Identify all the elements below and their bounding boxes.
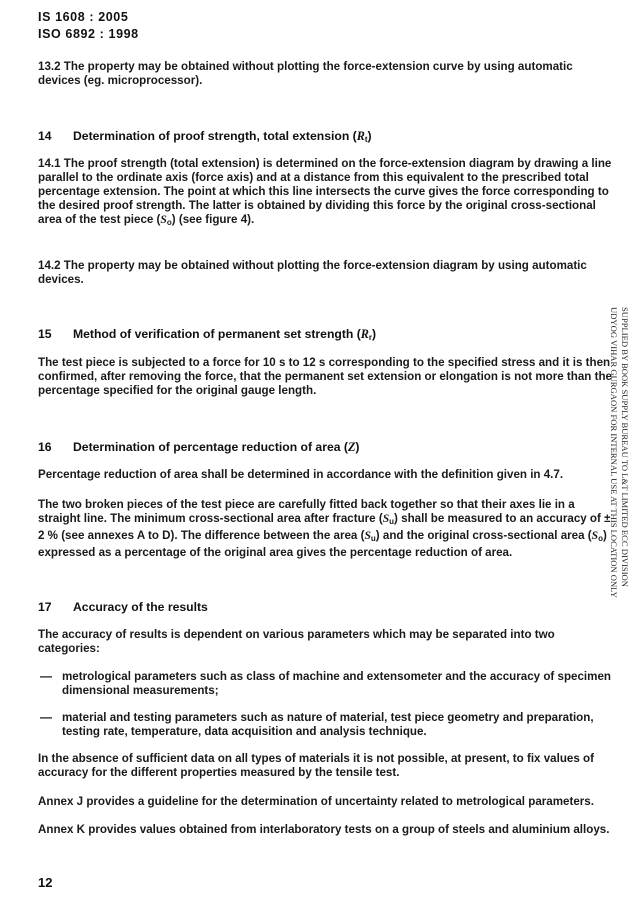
heading-16: 16 Determination of percentage reduction of area (Z) — [38, 440, 360, 454]
section-number: 17 — [38, 600, 52, 614]
clause-number: 13.2 — [38, 60, 61, 73]
heading-15: 15 Method of verification of permanent set strength $(R_r)$ — [38, 327, 377, 342]
clause-text: The property may be obtained without plotting the force-extension diagram by using automatic devices. — [38, 259, 587, 286]
clause-16-text-b: The two broken pieces of the test piece are carefully fitted back together so that their axes lie in a straight line. The minimum cross-sectional area after fracture $(S_u)$ shall be measured to an accuracy of ± 2 % (see annexes A to D). The difference between the area $(S_u)$ and the original cross-sectional area $(S_o)$ expressed as a percentage of the original area gives the percentage reduction of area. — [38, 498, 611, 559]
clause-14-1: 14.1 The proof strength (total extension) is determined on the force-extension diagram by drawing a line parallel to the ordinate axis (force axis) and at a distance from this equivalent to the prescribed total percentage extension. The point at which this line intersects the curve gives the force corresponding to the desired proof strength. The latter is obtained by dividing this force by the original cross-sectional area of the test piece $(S_o)$ (see figure 4). — [38, 157, 612, 227]
clause-text: The property may be obtained without plotting the force-extension curve by using automatic devices (eg. microprocessor). — [38, 60, 573, 87]
section-number: 15 — [38, 327, 52, 341]
clause-17-absence: In the absence of sufficient data on all types of materials it is not possible, at present, to fix values of accuracy for the different properties measured by the tensile test. — [38, 752, 594, 779]
clause-15-text: The test piece is subjected to a force for 10 s to 12 s corresponding to the specified stress and it is then confirmed, after removing the force, that the permanent set extension or elongation is not more than the percentage specified for the original gauge length. — [38, 356, 612, 397]
section-title: Method of verification of permanent set strength ( — [73, 327, 361, 341]
clause-16-text-a: Percentage reduction of area shall be determined in accordance with the definition given in 4.7. — [38, 468, 564, 481]
symbol: R — [360, 327, 369, 341]
section-title: Determination of proof strength, total extension ( — [73, 129, 357, 143]
section-number: 14 — [38, 129, 52, 143]
clause-number: 14.2 — [38, 259, 61, 272]
bullet-dash: — — [40, 669, 52, 683]
clause-17-intro: The accuracy of results is dependent on various parameters which may be separated into two categories: — [38, 628, 555, 655]
heading-14: 14 Determination of proof strength, total extension $(R_t)$ — [38, 129, 372, 144]
subscript: r — [368, 333, 373, 342]
clause-17-annex-j: Annex J provides a guideline for the determination of uncertainty related to metrological parameters. — [38, 795, 594, 808]
clause-14-2 — [38, 259, 614, 287]
bullet-dash: — — [40, 710, 52, 724]
list-item: metrological parameters such as class of machine and extensometer and the accuracy of specimen dimensional measurements; — [62, 670, 611, 697]
section-title: Determination of percentage reduction of area ( — [73, 440, 348, 454]
clause-13-2 — [38, 60, 614, 88]
supply-watermark: SUPPLIED BY BOOK SUPPLY BUREAU TO L&T LIMITED ECC DIVISION UDYOG VIHAR GURGAON FOR INTERNAL USE AT THIS LOCATION ONLY — [609, 307, 630, 598]
clause-number: 14.1 — [38, 157, 61, 170]
symbol: R — [356, 129, 365, 143]
clause-17-annex-k: Annex K provides values obtained from interlaboratory tests on a group of steels and aluminium alloys. — [38, 823, 610, 836]
list-item: material and testing parameters such as nature of material, test piece geometry and preparation, testing rate, temperature, data acquisition and analysis technique. — [62, 711, 594, 738]
symbol: Z — [347, 440, 356, 454]
subscript: t — [364, 135, 368, 144]
symbol: S — [160, 213, 167, 226]
iso-number: ISO 6892 : 1998 — [38, 27, 139, 41]
heading-17 — [38, 600, 208, 614]
section-number: 16 — [38, 440, 52, 454]
page-number: 12 — [38, 875, 53, 890]
standard-number: IS 1608 : 2005 — [38, 10, 129, 24]
clause-text: The proof strength (total extension) is determined on the force-extension diagram by drawing a line parallel to the ordinate axis (force axis) and at a distance from this equivalent to the prescribed total percentage extension. The point at which this line intersects the curve gives the force corresponding to the desired proof strength. The latter is obtained by dividing this force by the original cross-sectional area of the test piece ( — [38, 157, 612, 226]
section-title: Accuracy of the results — [73, 600, 208, 614]
